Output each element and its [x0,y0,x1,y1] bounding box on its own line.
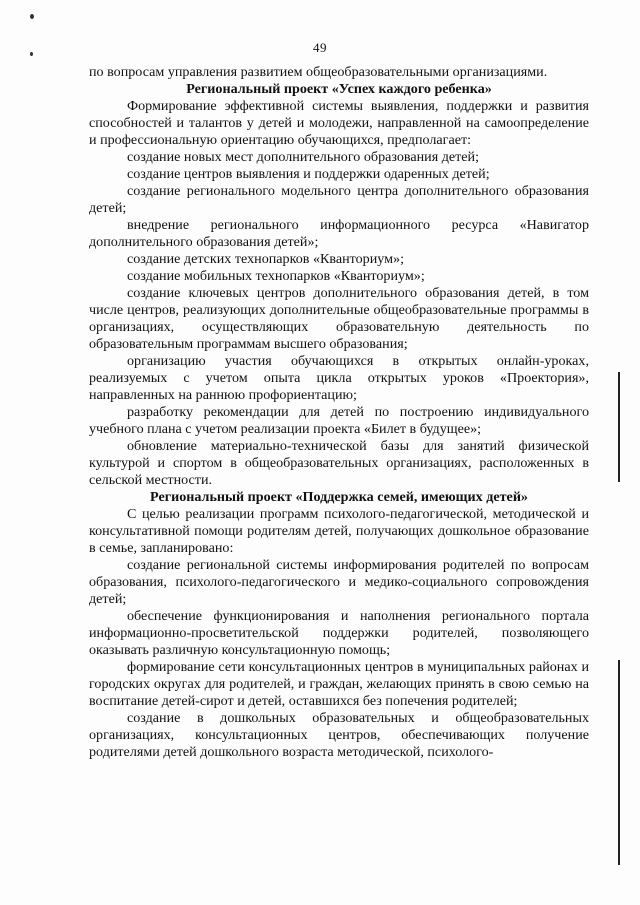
section-heading: Региональный проект «Поддержка семей, имеющих детей» [150,489,528,505]
paragraph: создание регионального модельного центра дополнительного образования детей; [89,183,589,216]
paragraph: Формирование эффективной системы выявления, поддержки и развития способностей и талантов у детей и молодежи, направленной на самоопределение и профессиональную ориентацию обучающихся, предполагает: [89,98,589,148]
document-body [89,64,589,761]
scan-edge-line [618,372,620,482]
paragraph: обновление материально-технической базы для занятий физической культурой и спортом в общеобразовательных организациях, расположенных в сельской местности. [89,438,589,488]
paragraph: по вопросам управления развитием общеобразовательными организациями. [89,64,548,80]
paragraph: создание ключевых центров дополнительного образования детей, в том числе центров, реализующих дополнительные общеобразовательные программы в организациях, осуществляющих образовательную деятельность по образовательным программам высшего образования; [89,285,589,352]
paragraph: С целью реализации программ психолого-педагогической, методической и консультативной помощи родителям детей, получающих дошкольное образование в семье, запланировано: [89,506,589,556]
paragraph: организацию участия обучающихся в открытых онлайн-уроках, реализуемых с учетом опыта цикла открытых уроков «Проектория», направленных на раннюю профориентацию; [89,353,589,403]
scan-edge-line [618,660,620,865]
paragraph: создание мобильных технопарков «Кванториум»; [127,268,425,284]
paragraph: разработку рекомендации для детей по построению индивидуального учебного плана с учетом реализации проекта «Билет в будущее»; [89,404,589,437]
page-number: 49 [313,40,327,55]
section-heading: Региональный проект «Успех каждого ребенка» [186,81,492,97]
paragraph: создание региональной системы информирования родителей по вопросам образования, психолого-педагогического и медико-социального сопровождения детей; [89,557,589,607]
paragraph: внедрение регионального информационного ресурса «Навигатор дополнительного образования детей»; [89,217,589,250]
paragraph: обеспечение функционирования и наполнения регионального портала информационно-просветительской поддержки родителей, позволяющего оказывать различную консультационную помощь; [89,608,589,658]
paragraph: создание в дошкольных образовательных и общеобразовательных организациях, консультационных центров, обеспечивающих получение родителями детей дошкольного возраста методической, психолого- [89,710,589,760]
paragraph: создание новых мест дополнительного образования детей; [127,149,480,165]
paragraph: создание детских технопарков «Кванториум»; [127,251,405,267]
scan-speck [30,14,34,19]
paragraph: создание центров выявления и поддержки одаренных детей; [127,166,490,182]
paragraph: формирование сети консультационных центров в муниципальных районах и городских округах для родителей, и граждан, желающих принять в свою семью на воспитание детей-сирот и детей, оставшихся без попечения родителей; [89,659,589,709]
